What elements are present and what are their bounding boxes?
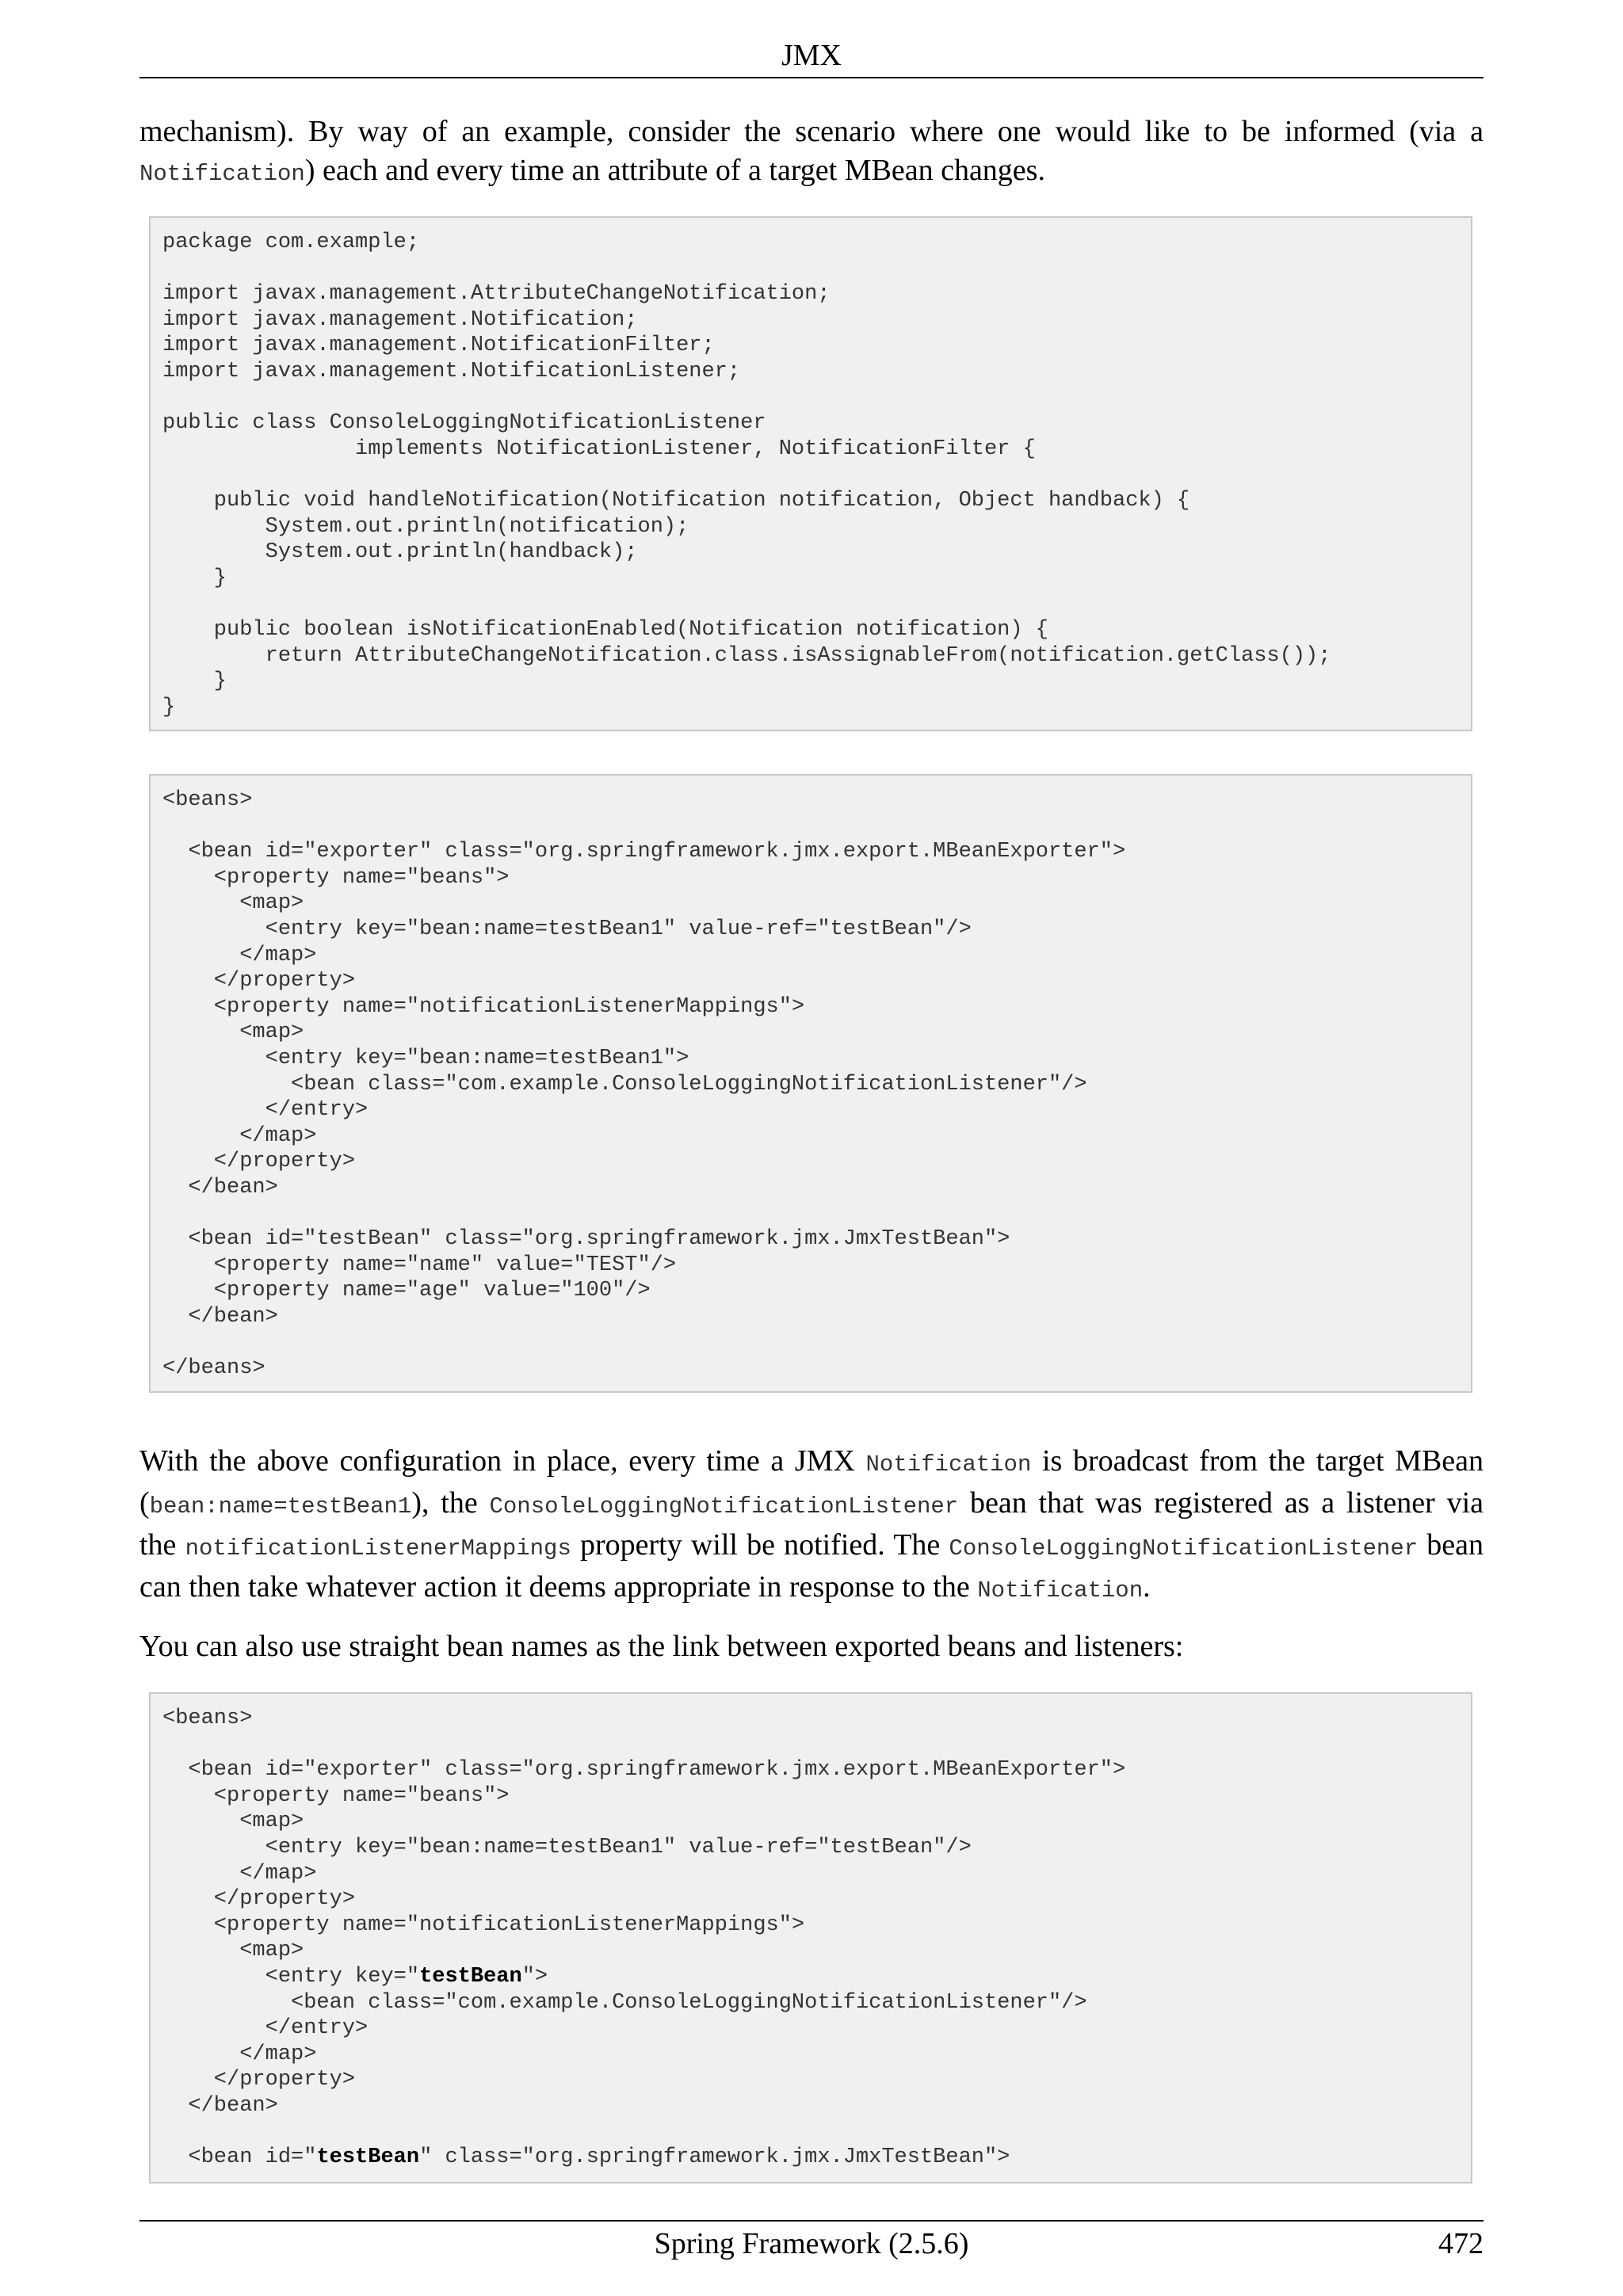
code-line: } bbox=[162, 566, 227, 590]
code-segment: </bean> bbox=[162, 2093, 278, 2118]
code-segment: </property> bbox=[162, 1887, 356, 1912]
code-line bbox=[162, 1964, 1471, 1990]
inline-code: ConsoleLoggingNotificationListener bbox=[489, 1493, 959, 1520]
code-line: import javax.management.AttributeChangeNotification; bbox=[162, 282, 831, 307]
code-segment: "> bbox=[521, 1964, 548, 1989]
code-line: } bbox=[162, 695, 176, 719]
code-line: import javax.management.NotificationListener; bbox=[162, 359, 741, 383]
code-line bbox=[162, 1732, 1471, 1758]
code-line bbox=[162, 1913, 1471, 1939]
explanation-text: is broadcast from the target MBean ( bbox=[139, 1444, 1484, 1520]
code-line: <entry key="bean:name=testBean1"> bbox=[162, 1046, 689, 1070]
code-line: import javax.management.NotificationFilter; bbox=[162, 334, 715, 358]
code-line bbox=[162, 814, 1471, 840]
code-listing bbox=[151, 218, 1471, 720]
code-line bbox=[162, 1201, 1471, 1227]
bean-names-paragraph: You can also use straight bean names as the link between exported beans and listeners: bbox=[139, 1630, 1184, 1663]
code-segment: <bean id="exporter" class="org.springframework.jmx.export.MBeanExporter"> bbox=[162, 1758, 1126, 1783]
code-line: System.out.println(handback); bbox=[162, 540, 638, 565]
code-line: </map> bbox=[162, 943, 317, 967]
code-line: <beans> bbox=[162, 788, 253, 812]
code-line: </bean> bbox=[162, 1304, 278, 1329]
code-line: <property name="name" value="TEST"/> bbox=[162, 1253, 677, 1277]
code-line: <bean id="testBean" class="org.springframework.jmx.JmxTestBean"> bbox=[162, 1227, 1010, 1252]
java-code-block bbox=[149, 216, 1472, 731]
explanation-text: bean can then take whatever action it deems appropriate in response to the bbox=[139, 1528, 1484, 1604]
code-line bbox=[162, 1757, 1471, 1783]
inline-code: ConsoleLoggingNotificationListener bbox=[949, 1535, 1419, 1562]
intro-text: mechanism). By way of an example, consider the scenario where one would like to be informed (via a bbox=[139, 115, 1484, 148]
code-segment: " class="org.springframework.jmx.JmxTestBean"> bbox=[419, 2145, 1010, 2170]
code-line: public void handleNotification(Notification notification, Object handback) { bbox=[162, 488, 1190, 513]
footer-rule bbox=[139, 2220, 1484, 2222]
code-line: </property> bbox=[162, 1150, 356, 1174]
code-segment: <entry key=" bbox=[162, 1964, 420, 1989]
code-segment: <property name="beans"> bbox=[162, 1783, 510, 1808]
code-segment: <map> bbox=[162, 1939, 304, 1963]
code-highlight: testBean bbox=[419, 1964, 522, 1989]
inline-code: Notification bbox=[139, 161, 305, 187]
intro-text: ) each and every time an attribute of a target MBean changes. bbox=[304, 154, 1045, 187]
code-line bbox=[162, 462, 1471, 488]
code-line: public boolean isNotificationEnabled(Notification notification) { bbox=[162, 617, 1048, 642]
page-number: 472 bbox=[1438, 2227, 1484, 2260]
code-line: </entry> bbox=[162, 1098, 369, 1123]
code-line: <property name="age" value="100"/> bbox=[162, 1279, 651, 1303]
code-line bbox=[162, 1835, 1471, 1861]
code-segment: </map> bbox=[162, 2042, 317, 2066]
code-line bbox=[162, 2067, 1471, 2093]
code-line bbox=[162, 1809, 1471, 1835]
intro-paragraph bbox=[139, 113, 1484, 193]
xml-config-block bbox=[149, 774, 1472, 1393]
code-line bbox=[162, 2119, 1471, 2145]
code-line bbox=[162, 1706, 1471, 1732]
inline-code: Notification bbox=[865, 1451, 1032, 1478]
code-segment: </entry> bbox=[162, 2016, 369, 2041]
code-line: <property name="notificationListenerMappings"> bbox=[162, 994, 805, 1019]
code-line bbox=[162, 256, 1471, 282]
code-line: System.out.println(notification); bbox=[162, 514, 689, 539]
code-line: </bean> bbox=[162, 1175, 278, 1199]
code-line bbox=[162, 2093, 1471, 2119]
code-line: <entry key="bean:name=testBean1" value-ref="testBean"/> bbox=[162, 917, 972, 941]
code-line bbox=[162, 2016, 1471, 2042]
code-segment: <beans> bbox=[162, 1707, 253, 1730]
code-segment: </property> bbox=[162, 2068, 356, 2092]
code-line bbox=[162, 1886, 1471, 1913]
inline-code: Notification bbox=[977, 1577, 1144, 1604]
code-line: <map> bbox=[162, 891, 304, 916]
code-line bbox=[162, 591, 1471, 617]
running-header: JMX bbox=[781, 39, 842, 72]
xml-config-block-bean-names bbox=[149, 1692, 1472, 2183]
code-line: } bbox=[162, 669, 227, 694]
code-line: public class ConsoleLoggingNotificationListener bbox=[162, 411, 766, 436]
code-line: return AttributeChangeNotification.class.isAssignableFrom(notification.getClass()); bbox=[162, 643, 1331, 668]
explanation-text: bean that was registered as a listener via the bbox=[139, 1486, 1484, 1562]
explanation-text: . bbox=[1143, 1570, 1151, 1604]
code-line: import javax.management.Notification; bbox=[162, 307, 638, 332]
explanation-text: With the above configuration in place, every time a JMX bbox=[139, 1444, 866, 1478]
code-line bbox=[162, 2145, 1471, 2171]
explanation-paragraph bbox=[139, 1442, 1484, 1610]
code-line bbox=[162, 2042, 1471, 2068]
code-line: <bean class="com.example.ConsoleLoggingNotificationListener"/> bbox=[162, 1072, 1087, 1097]
code-line: </map> bbox=[162, 1123, 317, 1148]
code-segment: <entry key="bean:name=testBean1" value-ref="testBean"/> bbox=[162, 1835, 972, 1859]
code-line bbox=[162, 1329, 1471, 1356]
code-segment: <property name="notificationListenerMappings"> bbox=[162, 1913, 805, 1937]
code-line: implements NotificationListener, NotificationFilter { bbox=[162, 437, 1036, 461]
code-line bbox=[162, 1861, 1471, 1887]
code-listing bbox=[151, 1694, 1471, 2171]
code-segment: <bean id=" bbox=[162, 2145, 317, 2170]
code-highlight: testBean bbox=[316, 2145, 420, 2170]
code-line bbox=[162, 1990, 1471, 2016]
header-rule bbox=[139, 77, 1484, 78]
code-listing bbox=[151, 776, 1471, 1382]
footer-title: Spring Framework (2.5.6) bbox=[654, 2227, 969, 2260]
explanation-text: ), the bbox=[411, 1486, 490, 1520]
code-line: <property name="beans"> bbox=[162, 865, 510, 890]
code-line bbox=[162, 1938, 1471, 1964]
inline-code: bean:name=testBean1 bbox=[149, 1493, 412, 1520]
explanation-text: property will be notified. The bbox=[571, 1528, 949, 1562]
code-line: </beans> bbox=[162, 1356, 265, 1381]
code-line: package com.example; bbox=[162, 231, 420, 254]
code-line bbox=[162, 385, 1471, 411]
code-segment: <map> bbox=[162, 1810, 304, 1834]
code-segment: <bean class="com.example.ConsoleLoggingNotificationListener"/> bbox=[162, 1990, 1087, 2015]
code-line bbox=[162, 1783, 1471, 1810]
code-line: <bean id="exporter" class="org.springframework.jmx.export.MBeanExporter"> bbox=[162, 840, 1126, 864]
code-segment: </map> bbox=[162, 1861, 317, 1886]
code-line: <map> bbox=[162, 1020, 304, 1045]
inline-code: notificationListenerMappings bbox=[185, 1535, 571, 1562]
code-line: </property> bbox=[162, 969, 356, 994]
